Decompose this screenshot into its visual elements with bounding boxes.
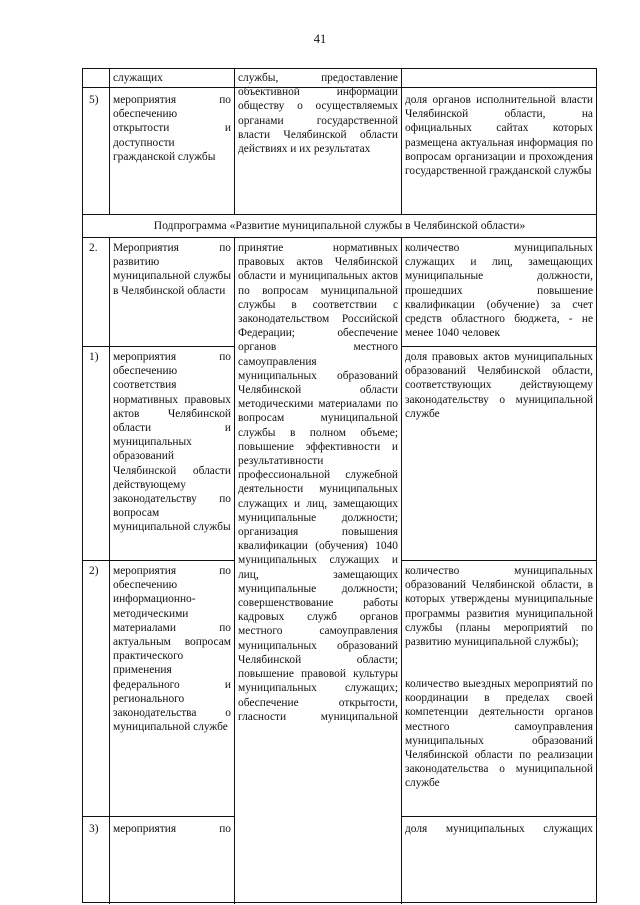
row2main-measure-cell: Мероприятия по развитию муниципальной службы в Челябинской области bbox=[113, 242, 231, 297]
col-divider-1b bbox=[109, 237, 110, 904]
row-line-b bbox=[83, 214, 596, 215]
row3-measure-cell: мероприятия по bbox=[113, 823, 231, 835]
row-line-f2 bbox=[401, 816, 596, 817]
row-line-c bbox=[83, 237, 596, 238]
row1-number: 1) bbox=[89, 351, 99, 363]
row3-indicator-cell: доля муниципальных служащих bbox=[405, 823, 593, 835]
col-divider-3 bbox=[401, 69, 402, 214]
row1-indicator-cell: доля правовых актов муниципальных образований Челябинской области, соответствующих действующему законодательству о муниципальной службе bbox=[405, 351, 593, 420]
row5-number: 5) bbox=[89, 94, 99, 106]
row5-indicator-cell: доля органов исполнительной власти Челябинской области, на официальных сайтах которых размещена актуальная информация по вопросам организации и прохождения государственной гражданской службы bbox=[405, 94, 593, 178]
row3-number: 3) bbox=[89, 823, 99, 835]
row-line-f1 bbox=[83, 816, 234, 817]
row-line-e1 bbox=[83, 560, 234, 561]
col-divider-3b bbox=[401, 237, 402, 904]
row-line-d1 bbox=[83, 346, 234, 347]
row2-number: 2) bbox=[89, 565, 99, 577]
document-table bbox=[82, 68, 597, 903]
row2main-number: 2. bbox=[89, 242, 98, 254]
row2-indicator-cell-b: количество выездных мероприятий по координации в пределах своей компетенции деятельности органов местного самоуправления муниципальных образований Челябинской области по реализации законодательства о муниципальной службе bbox=[405, 678, 593, 790]
merged-results-cell: принятие нормативных правовых актов Челябинской области и муниципальных актов по вопросам муниципальной службы в соответствии с законодательством Российской Федерации; обеспечение органов местного самоуправления муниципальных образований Челябинской области методическими материалами по вопросам муниципальной службы в полном объеме; повышение эффективности и результативности профессиональной служебной деятельности муниципальных служащих и лиц, замещающих муниципальные должности; организация повышения квалификации (обучения) 1040 муниципальных служащих и лиц, замещающих муниципальные должности; совершенствование работы кадровых служб органов местного самоуправления муниципальных образований Челябинской области; повышение правовой культуры муниципальных служащих; обеспечение открытости, гласности муниципальной bbox=[238, 242, 398, 723]
row1-measure-cell: мероприятия по обеспечению соответствия нормативных правовых актов Челябинской области и муниципальных образований Челябинской области действующему законодательству по вопросам муниципальной службы bbox=[113, 351, 231, 534]
row5-measure-cell: мероприятия по обеспечению открытости и доступности гражданской службы bbox=[113, 94, 231, 163]
row2main-indicator-cell: количество муниципальных служащих и лиц, замещающих муниципальные должности, прошедших повышение квалификации (обучение) за счет средств областного бюджета, - не менее 1040 человек bbox=[405, 242, 593, 340]
row5-result-cell: службы, предоставление объективной информации обществу о осуществляемых органами государственной власти Челябинской области действиях и их результатах bbox=[238, 72, 398, 156]
col-divider-2b bbox=[234, 237, 235, 904]
row2-measure-cell: мероприятия по обеспечению информационно-методическими материалами по актуальным вопросам практического применения федерального и регионального законодательства о муниципальной службе bbox=[113, 565, 231, 734]
col-divider-2 bbox=[234, 69, 235, 214]
row0-measure-cell: служащих bbox=[113, 72, 163, 84]
row-line-d2 bbox=[401, 346, 596, 347]
row-line-e2 bbox=[401, 560, 596, 561]
page-number: 41 bbox=[313, 32, 327, 46]
col-divider-1 bbox=[109, 69, 110, 214]
subprogram-title: Подпрограмма «Развитие муниципальной службы в Челябинской области» bbox=[153, 219, 526, 232]
row2-indicator-cell-a: количество муниципальных образований Челябинской области, в которых утверждены муниципальные программы развития муниципальной службы (планы мероприятий по развитию муниципальной службы); bbox=[405, 565, 593, 649]
